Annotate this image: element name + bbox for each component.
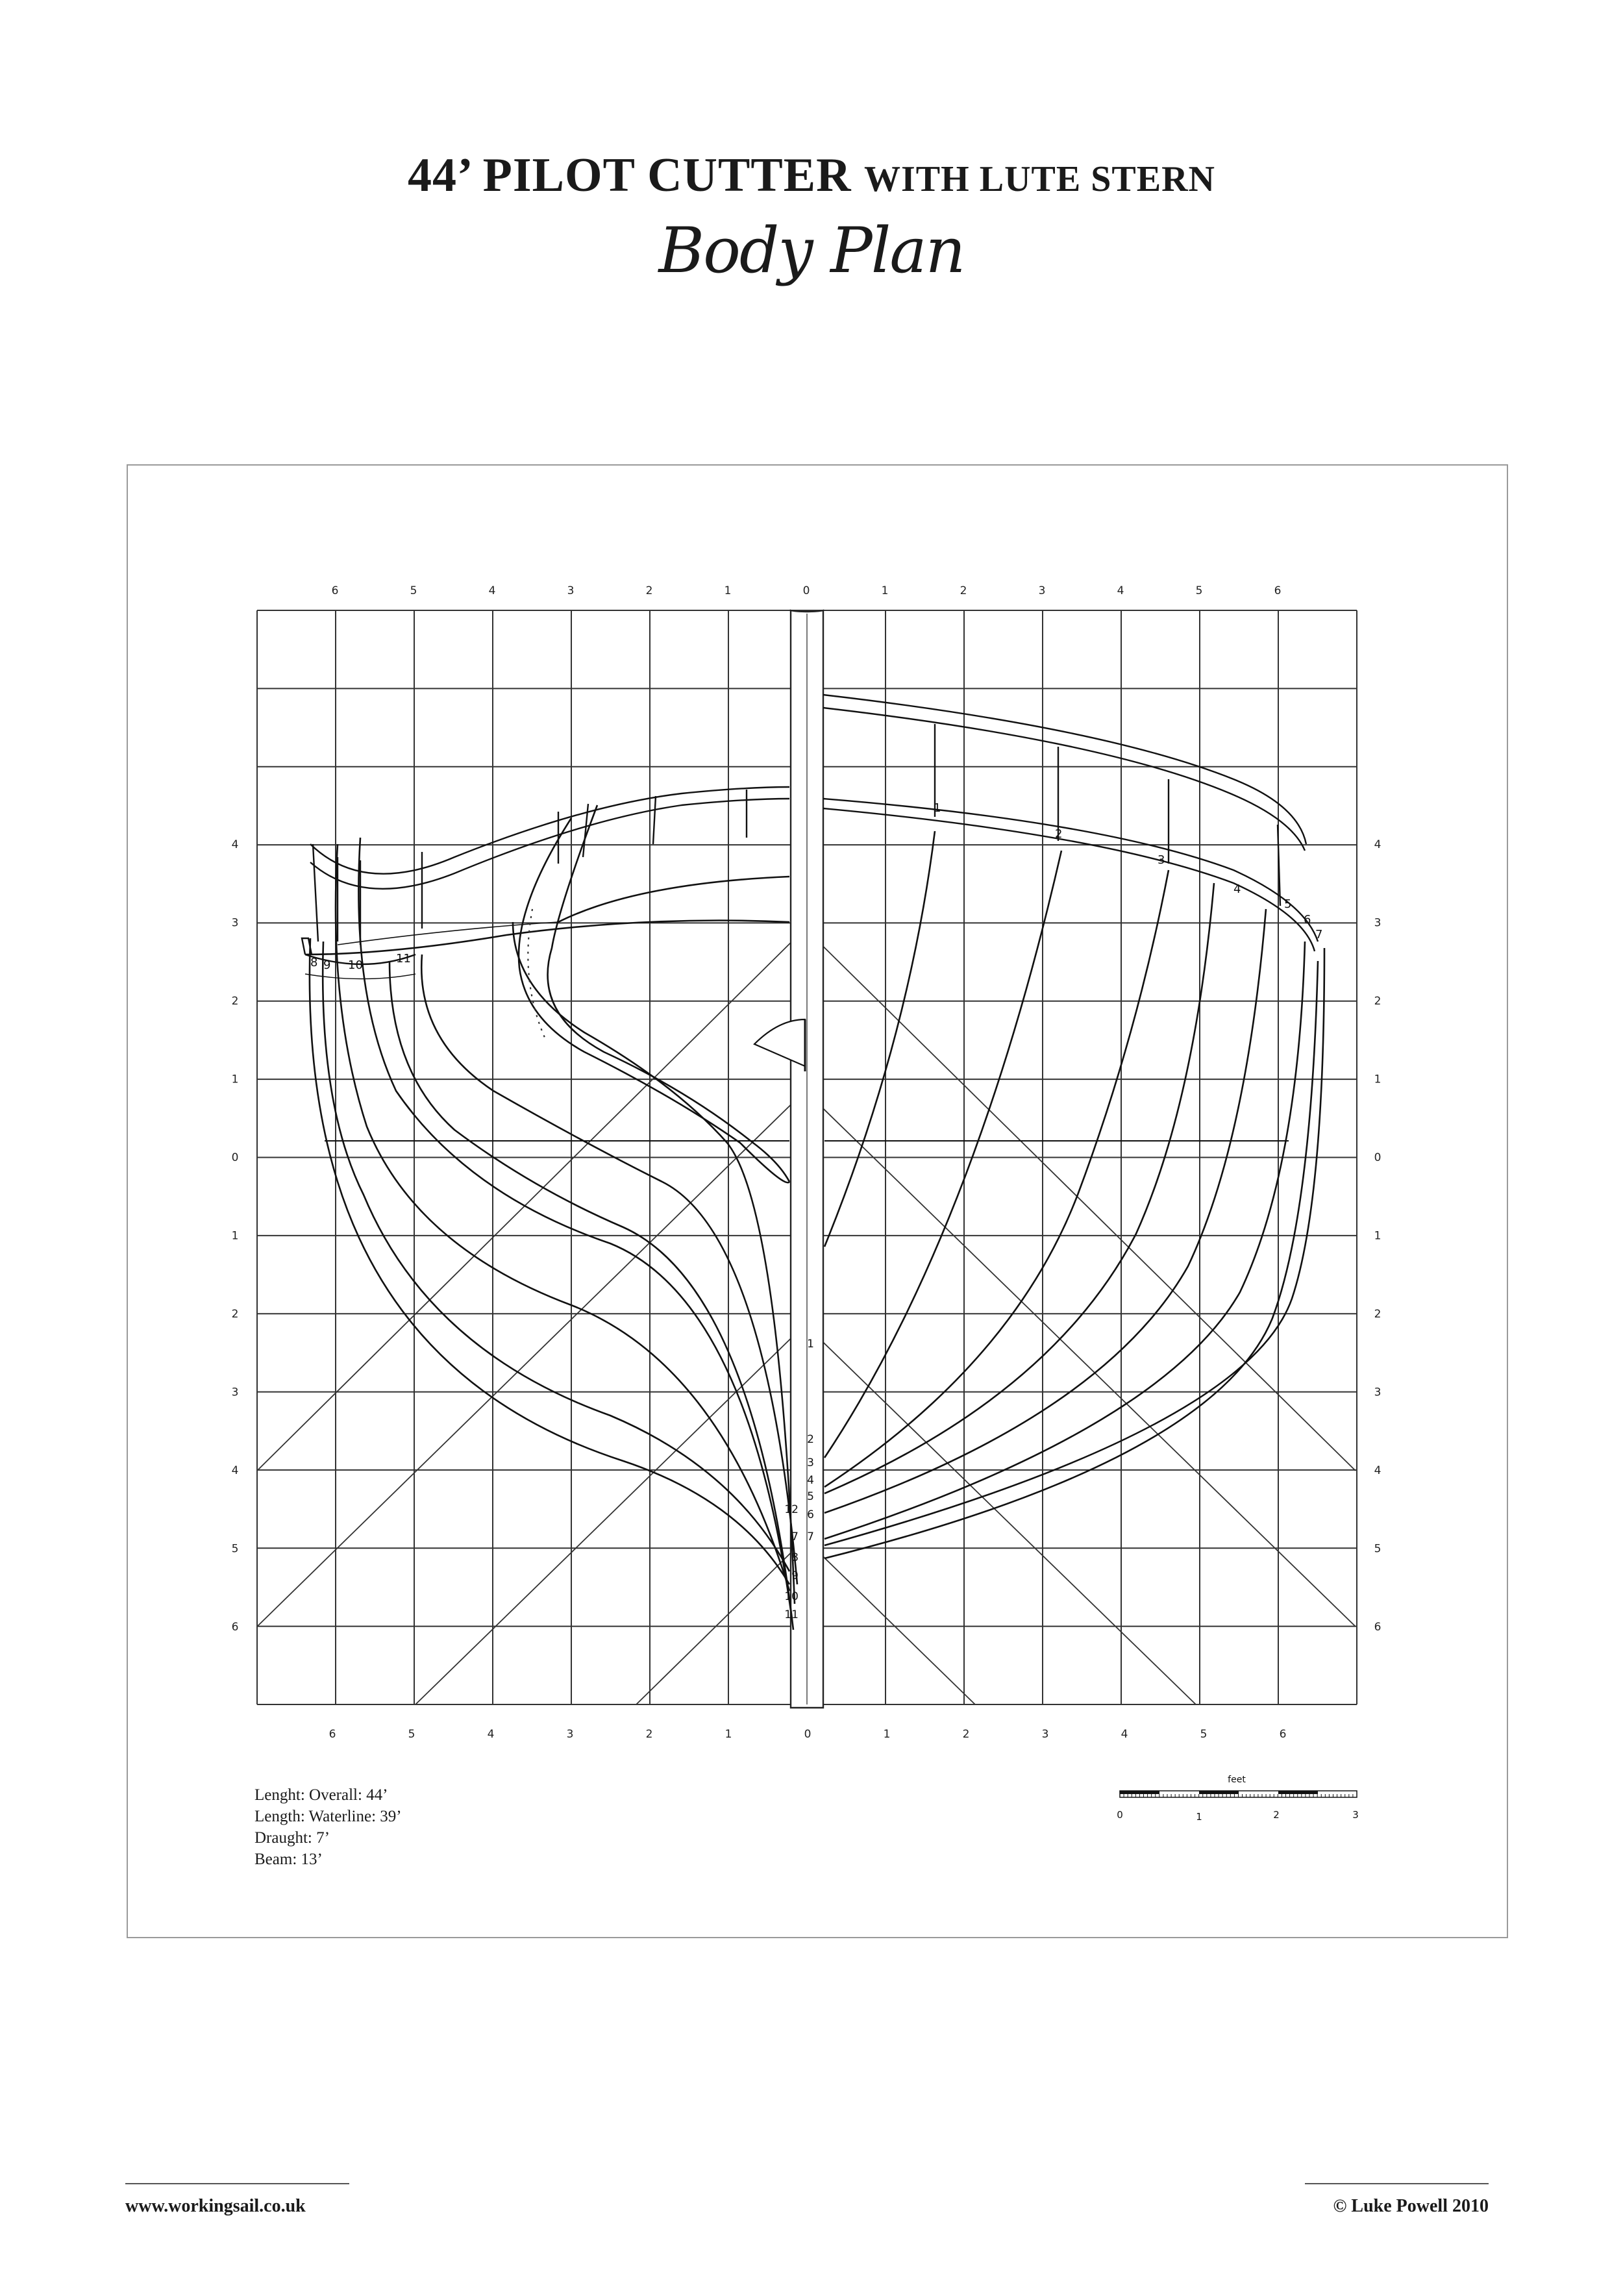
left-axis-label: 4 [231,838,239,851]
top-axis-label: 5 [1195,584,1203,597]
plan-subtitle: Body Plan [658,214,965,287]
right-axis-label: 4 [1374,1464,1381,1477]
left-axis-label: 1 [231,1073,239,1086]
spec-beam: Beam: 13’ [254,1851,323,1868]
keel-tick-label: 9 [791,1569,799,1582]
bottom-axis-label: 2 [962,1728,970,1741]
website-link[interactable]: www.workingsail.co.uk [125,2196,306,2216]
left-axis-label: 5 [231,1542,239,1556]
keel-tick-label: 12 [784,1503,799,1516]
station-label: 2 [1055,827,1063,841]
left-axis-label: 4 [231,1464,239,1477]
left-axis-label: 1 [231,1229,239,1243]
left-axis-label: 2 [231,1308,239,1321]
station-label: 7 [1315,928,1323,942]
right-axis-label: 0 [1374,1151,1381,1164]
right-axis-label: 1 [1374,1229,1381,1243]
aft-sheer-bulwark [302,787,789,979]
footer-rule-left [125,2183,349,2184]
title-main-text: 44’ PILOT CUTTER [408,149,852,202]
right-axis-label: 1 [1374,1073,1381,1086]
top-axis-label: 3 [567,584,575,597]
right-axis-label: 2 [1374,995,1381,1008]
keel-tick-label: 11 [784,1608,799,1621]
scale-tick: 2 [1273,1809,1280,1821]
spec-draught: Draught: 7’ [254,1829,330,1847]
right-axis-label: 4 [1374,838,1381,851]
left-axis-label: 2 [231,995,239,1008]
top-axis-label: 5 [410,584,417,597]
top-axis-label: 1 [724,584,732,597]
top-axis-label: 4 [1117,584,1124,597]
bottom-axis-label: 4 [1121,1728,1128,1741]
bottom-axis-label: 2 [645,1728,653,1741]
keel-tick-label: 7 [807,1530,814,1543]
bottom-axis-label: 1 [725,1728,732,1741]
forward-station-curves [824,831,1324,1558]
bottom-axis-label: 3 [1041,1728,1049,1741]
station-label: 10 [348,958,363,972]
keel-tick-label: 3 [807,1456,814,1469]
station-label: 9 [323,958,331,972]
scale-tick: 1 [1196,1811,1202,1823]
rudder-detail [754,1019,805,1066]
scale-unit-label: feet [1228,1775,1246,1785]
station-label: 4 [1233,882,1241,896]
keel-tick-label: 7 [791,1530,799,1543]
station-label: 3 [1158,853,1165,867]
bottom-axis-label: 4 [487,1728,495,1741]
top-axis-label: 0 [802,584,810,597]
bottom-axis-label: 3 [566,1728,574,1741]
keel-tick-label: 6 [807,1508,814,1521]
top-axis-label: 1 [881,584,889,597]
scale-tick: 0 [1117,1809,1123,1821]
bottom-axis-label: 6 [1279,1728,1287,1741]
station-label: 1 [934,801,941,815]
keel-tick-label: 4 [807,1474,814,1487]
right-axis-label: 6 [1374,1621,1381,1634]
spec-length-waterline: Length: Waterline: 39’ [254,1808,402,1825]
station-label: 8 [310,956,318,969]
left-axis-label: 3 [231,916,239,930]
keel-tick-label: 1 [807,1338,814,1351]
top-axis-label: 2 [645,584,653,597]
keel-tick-label: 8 [791,1551,799,1564]
right-axis-label: 3 [1374,1386,1381,1399]
bottom-axis-label: 5 [408,1728,415,1741]
bottom-axis-label: 0 [804,1728,812,1741]
top-axis-label: 4 [488,584,496,597]
top-axis-label: 3 [1038,584,1046,597]
right-axis-label: 3 [1374,916,1381,930]
left-axis-label: 6 [231,1621,239,1634]
right-axis-label: 5 [1374,1542,1381,1556]
keel-tick-label: 10 [784,1590,799,1603]
left-axis-label: 3 [231,1386,239,1399]
bottom-axis-label: 5 [1200,1728,1208,1741]
top-axis-label: 2 [960,584,967,597]
specifications [254,1784,402,1870]
left-axis-label: 0 [231,1151,239,1164]
scale-tick: 3 [1352,1809,1359,1821]
aft-station-curves [305,805,797,1630]
top-axis-label: 6 [331,584,339,597]
station-label: 11 [396,952,411,966]
keel-tick-label: 5 [807,1490,814,1503]
top-axis-label: 6 [1274,584,1282,597]
bottom-axis-label: 1 [883,1728,891,1741]
spec-length-overall: Lenght: Overall: 44’ [254,1786,388,1804]
footer-rule-right [1305,2183,1489,2184]
title-suffix-text: WITH LUTE STERN [864,159,1215,199]
right-axis-label: 2 [1374,1308,1381,1321]
forward-sheer-bulwark [823,695,1318,951]
copyright: © Luke Powell 2010 [1333,2196,1489,2216]
bottom-axis-label: 6 [328,1728,336,1741]
station-label: 5 [1284,897,1292,911]
scale-bar [1117,1775,1359,1823]
keel-tick-label: 2 [807,1433,814,1446]
station-label: 6 [1304,913,1311,927]
